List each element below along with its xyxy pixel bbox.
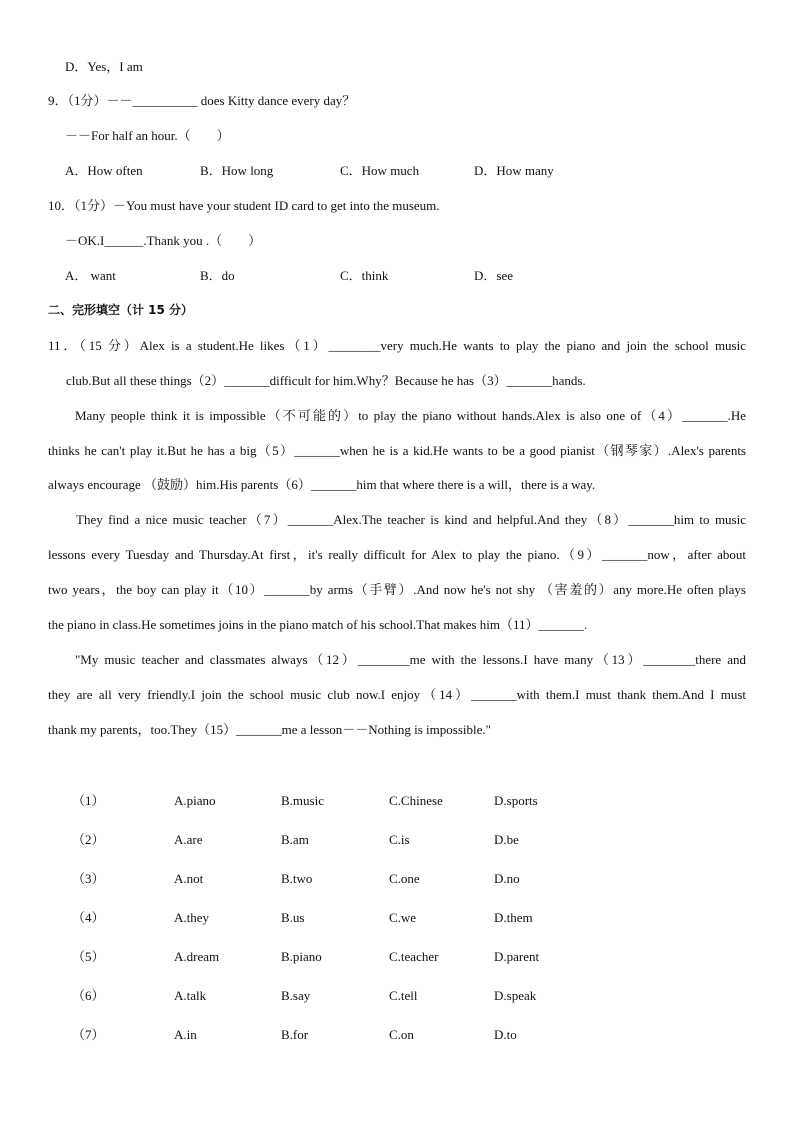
choice-number: （5） — [72, 949, 105, 964]
choice-option-b: B.for — [281, 1027, 309, 1042]
q11-line-11: they are all very friendly.I join the school music club now.I enjoy（14）_______with them.I must thank them.And I must — [48, 687, 746, 702]
q9-option-c: C．How much — [340, 163, 420, 178]
choice-option-c: C.Chinese — [389, 793, 443, 808]
q11-line-6: They find a nice music teacher（7）_______Alex.The teacher is kind and helpful.And they（8）_______him to music — [76, 512, 746, 527]
choice-option-d: D.be — [494, 832, 519, 847]
choice-option-c: C.on — [389, 1027, 414, 1042]
q9-option-b: B．How long — [200, 163, 274, 178]
choice-option-c: C.is — [389, 832, 410, 847]
choice-number: （6） — [72, 988, 105, 1003]
choice-option-d: D.speak — [494, 988, 537, 1003]
q9-option-a: A．How often — [65, 163, 143, 178]
choice-number: （7） — [72, 1027, 105, 1042]
section2-heading: 二、完形填空（计 15 分） — [48, 303, 194, 317]
q9-reply: －－For half an hour.（ ） — [65, 128, 230, 143]
choice-option-d: D.them — [494, 910, 533, 925]
choice-option-a: A.talk — [174, 988, 207, 1003]
q11-line-12: thank my parents，too.They（15）_______me a lesson－－Nothing is impossible." — [48, 722, 491, 737]
choice-option-a: A.are — [174, 832, 203, 847]
choice-option-b: B.say — [281, 988, 311, 1003]
choice-option-d: D.to — [494, 1027, 517, 1042]
choice-number: （2） — [72, 832, 105, 847]
choice-option-a: A.piano — [174, 793, 216, 808]
q11-line-5: always encourage （鼓励）him.His parents（6）_______him that where there is a will，there is a way. — [48, 477, 596, 492]
choice-option-c: C.tell — [389, 988, 418, 1003]
q11-line-2: club.But all these things（2）_______difficult for him.Why？Because he has（3）_______hands. — [66, 373, 586, 388]
q11-line-10: "My music teacher and classmates always（12）________me with the lessons.I have many（13）________there and — [75, 652, 746, 667]
q11-line-9: the piano in class.He sometimes joins in the piano match of his school.That makes him（11）_______. — [48, 617, 588, 632]
q10-stem: 10．（1分）－You must have your student ID card to get into the museum. — [48, 198, 440, 213]
q10-option-b: B．do — [200, 268, 235, 283]
choice-number: （3） — [72, 871, 105, 886]
choice-number: （1） — [72, 793, 105, 808]
choice-option-c: C.one — [389, 871, 420, 886]
q9-stem: 9．（1分）－－__________ does Kitty dance every day？ — [48, 93, 356, 108]
choice-option-d: D.sports — [494, 793, 538, 808]
prev-option-d: D．Yes，I am — [65, 59, 143, 74]
q11-line-7: lessons every Tuesday and Thursday.At first，it's really difficult for Alex to play the piano.（9）_______now，after about — [48, 547, 746, 562]
q11-line-4: thinks he can't play it.But he has a big（5）_______when he is a kid.He wants to be a good pianist（钢琴家）.Alex's parents — [48, 443, 746, 458]
choice-option-b: B.piano — [281, 949, 322, 964]
q11-line-8: two years，the boy can play it（10）_______by arms（手臂）.And now he's not shy （害羞的）any more.He often plays — [48, 582, 746, 597]
choice-option-b: B.us — [281, 910, 305, 925]
choice-option-d: D.no — [494, 871, 520, 886]
q10-option-a: A． want — [65, 268, 116, 283]
q11-line-1: 11．（15 分）Alex is a student.He likes（1）________very much.He wants to play the piano and join the school music — [48, 338, 746, 353]
q10-option-c: C．think — [340, 268, 389, 283]
choice-option-c: C.we — [389, 910, 417, 925]
q11-line-3: Many people think it is impossible（不可能的）to play the piano without hands.Alex is also one of（4）_______.He — [75, 408, 746, 423]
choice-option-a: A.not — [174, 871, 204, 886]
choice-option-a: A.dream — [174, 949, 220, 964]
q10-reply: －OK.I______.Thank you .（ ） — [65, 233, 262, 248]
q9-option-d: D．How many — [474, 163, 554, 178]
choice-option-b: B.am — [281, 832, 309, 847]
choice-number: （4） — [72, 910, 105, 925]
choice-option-b: B.two — [281, 871, 313, 886]
q10-option-d: D．see — [474, 268, 513, 283]
choice-option-d: D.parent — [494, 949, 540, 964]
choice-option-c: C.teacher — [389, 949, 439, 964]
choice-option-a: A.in — [174, 1027, 197, 1042]
choice-option-b: B.music — [281, 793, 324, 808]
choice-option-a: A.they — [174, 910, 210, 925]
